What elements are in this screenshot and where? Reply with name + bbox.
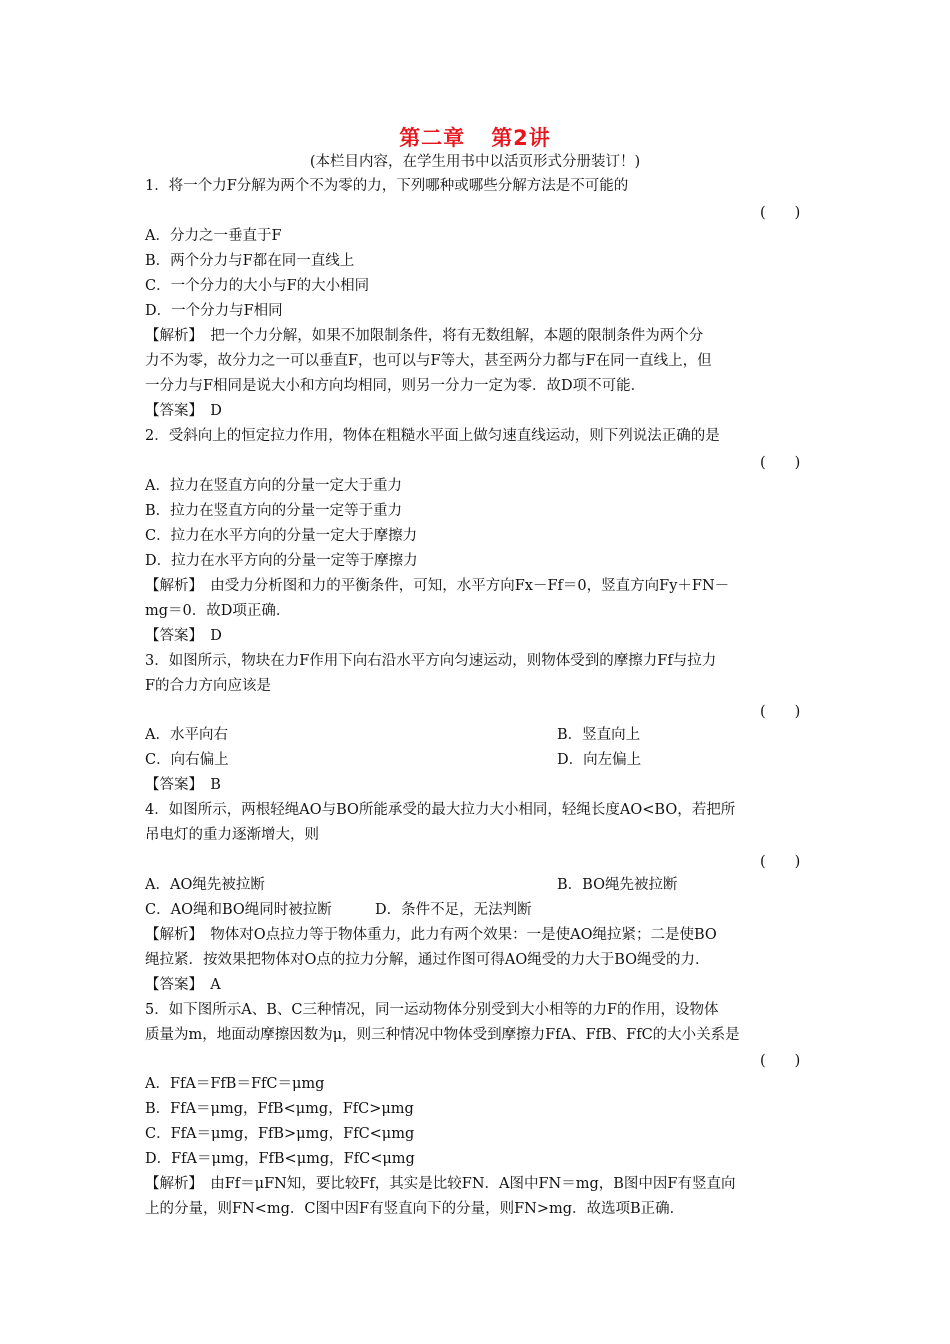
q3-answer: 【答案】 B [145,777,221,793]
q2-answer: 【答案】 D [145,628,222,644]
q5-answer-paren: ( ) [760,1053,801,1069]
title-lecture: 第2讲 [491,126,551,150]
q1-option-c: C．一个分力的大小与F的大小相同 [145,278,370,294]
q3-option-c: C．向右偏上 [145,752,229,768]
q4-answer-paren: ( ) [760,854,801,870]
q2-stem: 2．受斜向上的恒定拉力作用，物体在粗糙水平面上做匀速直线运动，则下列说法正确的是 [145,428,720,444]
q3-answer-paren: ( ) [760,704,801,720]
q2-option-a: A．拉力在竖直方向的分量一定大于重力 [145,478,402,494]
q3-option-a: A．水平向右 [145,727,228,743]
q2-option-c: C．拉力在水平方向的分量一定大于摩擦力 [145,528,418,544]
q2-option-b: B．拉力在竖直方向的分量一定等于重力 [145,503,403,519]
q5-analysis-line-2: 上的分量，则FN<mg．C图中因F有竖直向下的分量，则FN>mg．故选项B正确． [145,1201,685,1217]
q4-option-d: D．条件不足，无法判断 [375,902,532,918]
q5-option-d: D．FfA＝μmg，FfB<μmg，FfC<μmg [145,1151,415,1167]
q4-stem-line-1: 4．如图所示，两根轻绳AO与BO所能承受的最大拉力大小相同，轻绳长度AO<BO，若把所 [145,802,736,818]
page-subtitle: (本栏目内容，在学生用书中以活页形式分册装订！) [309,154,641,170]
q3-options-row-1 [145,725,815,745]
q4-answer: 【答案】 A [145,977,221,993]
q4-options-row-1 [145,875,815,895]
page-title [0,122,950,152]
q1-option-b: B．两个分力与F都在同一直线上 [145,253,355,269]
answer-tag: 【答案】 [145,403,196,419]
q4-option-b: B．BO绳先被拉断 [557,877,678,893]
q3-option-b: B．竖直向上 [557,727,641,743]
analysis-tag: 【解析】 [145,578,196,594]
q4-option-c: C．AO绳和BO绳同时被拉断 [145,902,332,918]
q5-stem-line-1: 5．如下图所示A、B、C三种情况，同一运动物体分别受到大小相等的力F的作用，设物体 [145,1002,719,1018]
q5-stem-line-2: 质量为m，地面动摩擦因数为μ，则三种情况中物体受到摩擦力FfA、FfB、FfC的大小关系是 [145,1027,740,1043]
q1-answer-paren: ( ) [760,205,801,221]
q4-options-row-2 [145,900,815,920]
q5-option-a: A．FfA＝FfB＝FfC＝μmg [145,1076,325,1092]
q1-analysis-line-1: 【解析】 把一个力分解，如果不加限制条件，将有无数组解，本题的限制条件为两个分 [145,328,704,344]
q2-analysis-line-1: 【解析】 由受力分析图和力的平衡条件，可知，水平方向Fx－Ff＝0，竖直方向Fy＋FN－ [145,578,730,594]
answer-tag: 【答案】 [145,777,196,793]
q4-stem-line-2: 吊电灯的重力逐渐增大，则 [145,827,319,843]
q1-stem: 1．将一个力F分解为两个不为零的力，下列哪种或哪些分解方法是不可能的 [145,178,629,194]
answer-tag: 【答案】 [145,977,196,993]
title-chapter: 第二章 [399,126,466,150]
analysis-tag: 【解析】 [145,927,196,943]
q1-analysis-line-2: 力不为零，故分力之一可以垂直F，也可以与F等大，甚至两分力都与F在同一直线上，但 [145,353,712,369]
q5-analysis-line-1: 【解析】 由Ff＝μFN知，要比较Ff，其实是比较FN．A图中FN＝mg，B图中因F有竖直向 [145,1176,736,1192]
q5-option-b: B．FfA＝μmg，FfB<μmg，FfC>μmg [145,1101,414,1117]
q2-answer-paren: ( ) [760,455,801,471]
q1-answer: 【答案】 D [145,403,222,419]
q1-option-a: A．分力之一垂直于F [145,228,282,244]
q2-option-d: D．拉力在水平方向的分量一定等于摩擦力 [145,553,418,569]
q4-option-a: A．AO绳先被拉断 [145,877,265,893]
q3-options-row-2 [145,750,815,770]
answer-tag: 【答案】 [145,628,196,644]
q3-stem-line-2: F的合力方向应该是 [145,678,272,694]
q2-analysis-line-2: mg＝0．故D项正确． [145,603,291,619]
q4-analysis-line-2: 绳拉紧．按效果把物体对O点的拉力分解，通过作图可得AO绳受的力大于BO绳受的力． [145,952,710,968]
q5-option-c: C．FfA＝μmg，FfB>μmg，FfC<μmg [145,1126,415,1142]
analysis-tag: 【解析】 [145,1176,196,1192]
analysis-tag: 【解析】 [145,328,196,344]
q3-stem-line-1: 3．如图所示，物块在力F作用下向右沿水平方向匀速运动，则物体受到的摩擦力Ff与拉力 [145,653,717,669]
q4-analysis-line-1: 【解析】 物体对O点拉力等于物体重力，此力有两个效果：一是使AO绳拉紧；二是使BO [145,927,717,943]
q3-option-d: D．向左偏上 [557,752,642,768]
q1-option-d: D．一个分力与F相同 [145,303,283,319]
q1-analysis-line-3: 一分力与F相同是说大小和方向均相同，则另一分力一定为零．故D项不可能． [145,378,646,394]
